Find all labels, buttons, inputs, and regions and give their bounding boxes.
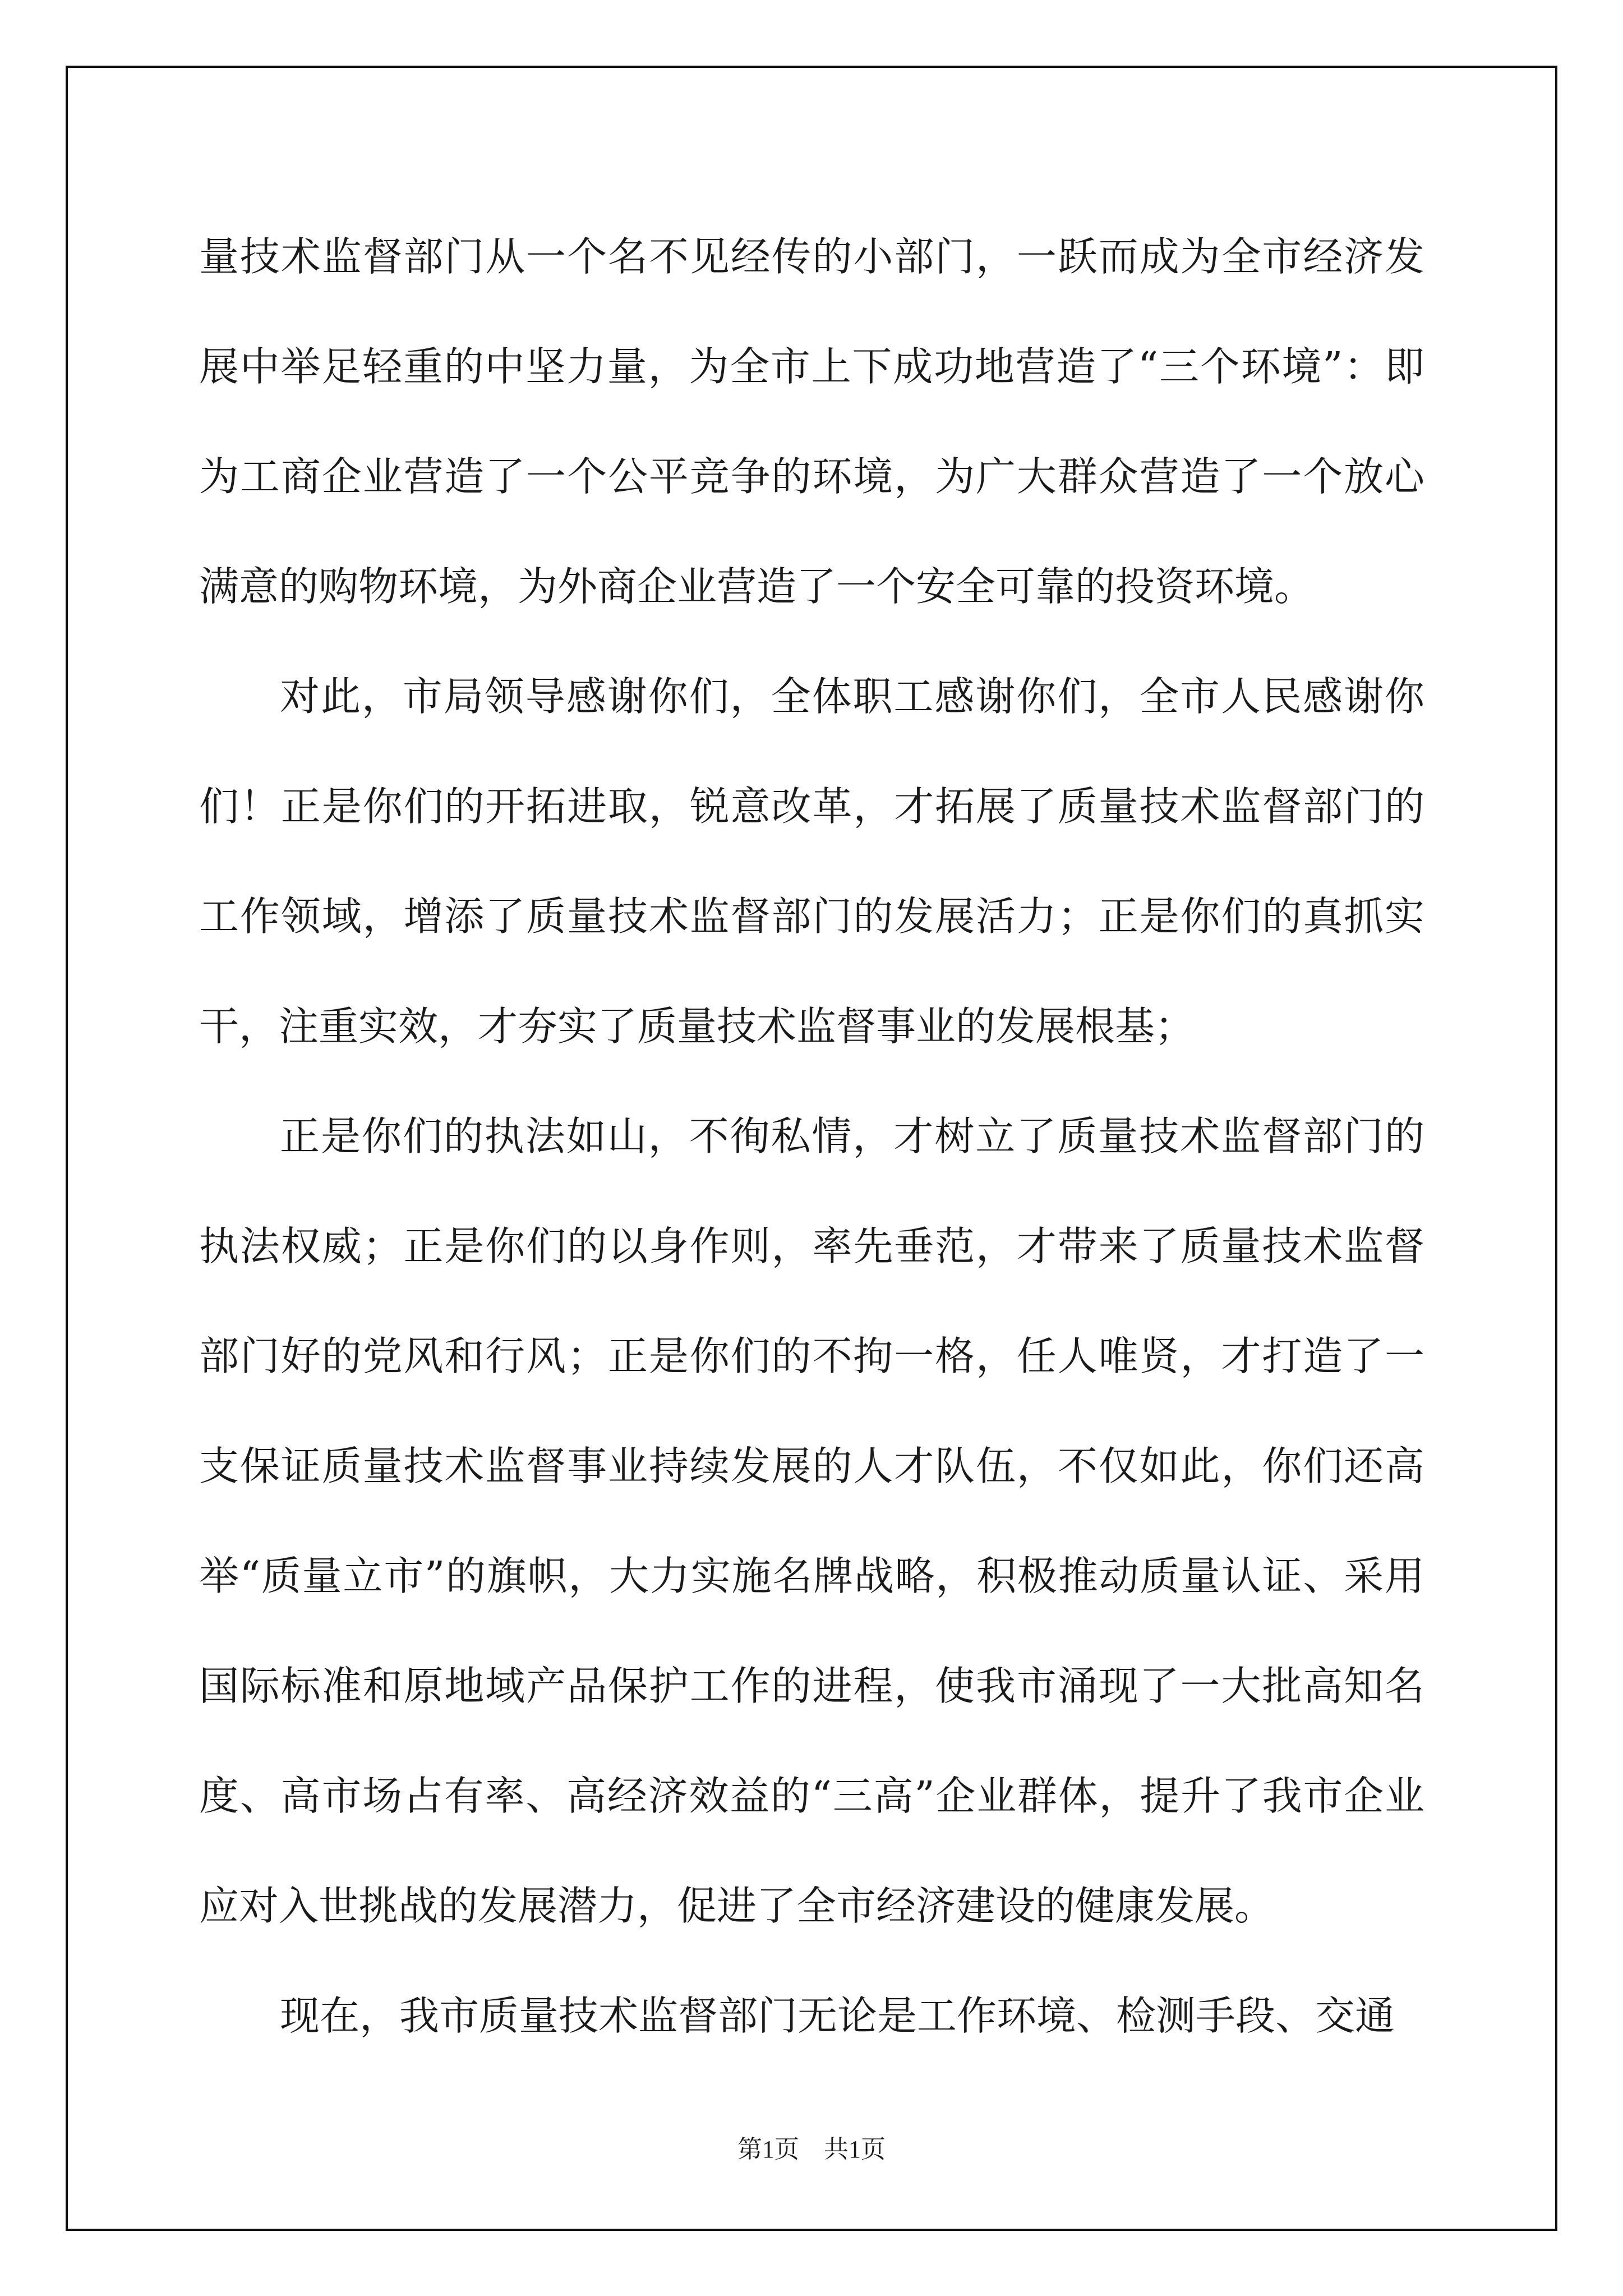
paragraph-1: 量技术监督部门从一个名不见经传的小部门，一跃而成为全市经济发展中举足轻重的中坚力量，为全市上下成功地营造了“三个环境”：即为工商企业营造了一个公平竞争的环境，为广大群众营造了一个放心满意的购物环境，为外商企业营造了一个安全可靠的投资环境。 — [199, 233, 1424, 610]
paragraph-2: 对此，市局领导感谢你们，全体职工感谢你们，全市人民感谢你们！正是你们的开拓进取，锐意改革，才拓展了质量技术监督部门的工作领域，增添了质量技术监督部门的发展活力；正是你们的真抓实干，注重实效，才夯实了质量技术监督事业的发展根基； — [199, 673, 1424, 1050]
paragraph-4: 现在，我市质量技术监督部门无论是工作环境、检测手段、交通 — [280, 1993, 1395, 2039]
page-number-footer: 第1页 共1页 — [737, 2136, 886, 2163]
paragraph-3: 正是你们的执法如山，不徇私情，才树立了质量技术监督部门的执法权威；正是你们的以身作则，率先垂范，才带来了质量技术监督部门好的党风和行风；正是你们的不拘一格，任人唯贤，才打造了一支保证质量技术监督事业持续发展的人才队伍，不仅如此，你们还高举“质量立市”的旗帜，大力实施名牌战略，积极推动质量认证、采用国际标准和原地域产品保护工作的进程，使我市涌现了一大批高知名度、高市场占有率、高经济效益的“三高”企业群体，提升了我市企业应对入世挑战的发展潜力，促进了全市经济建设的健康发展。 — [199, 1113, 1424, 1929]
document-body — [199, 202, 1424, 2071]
